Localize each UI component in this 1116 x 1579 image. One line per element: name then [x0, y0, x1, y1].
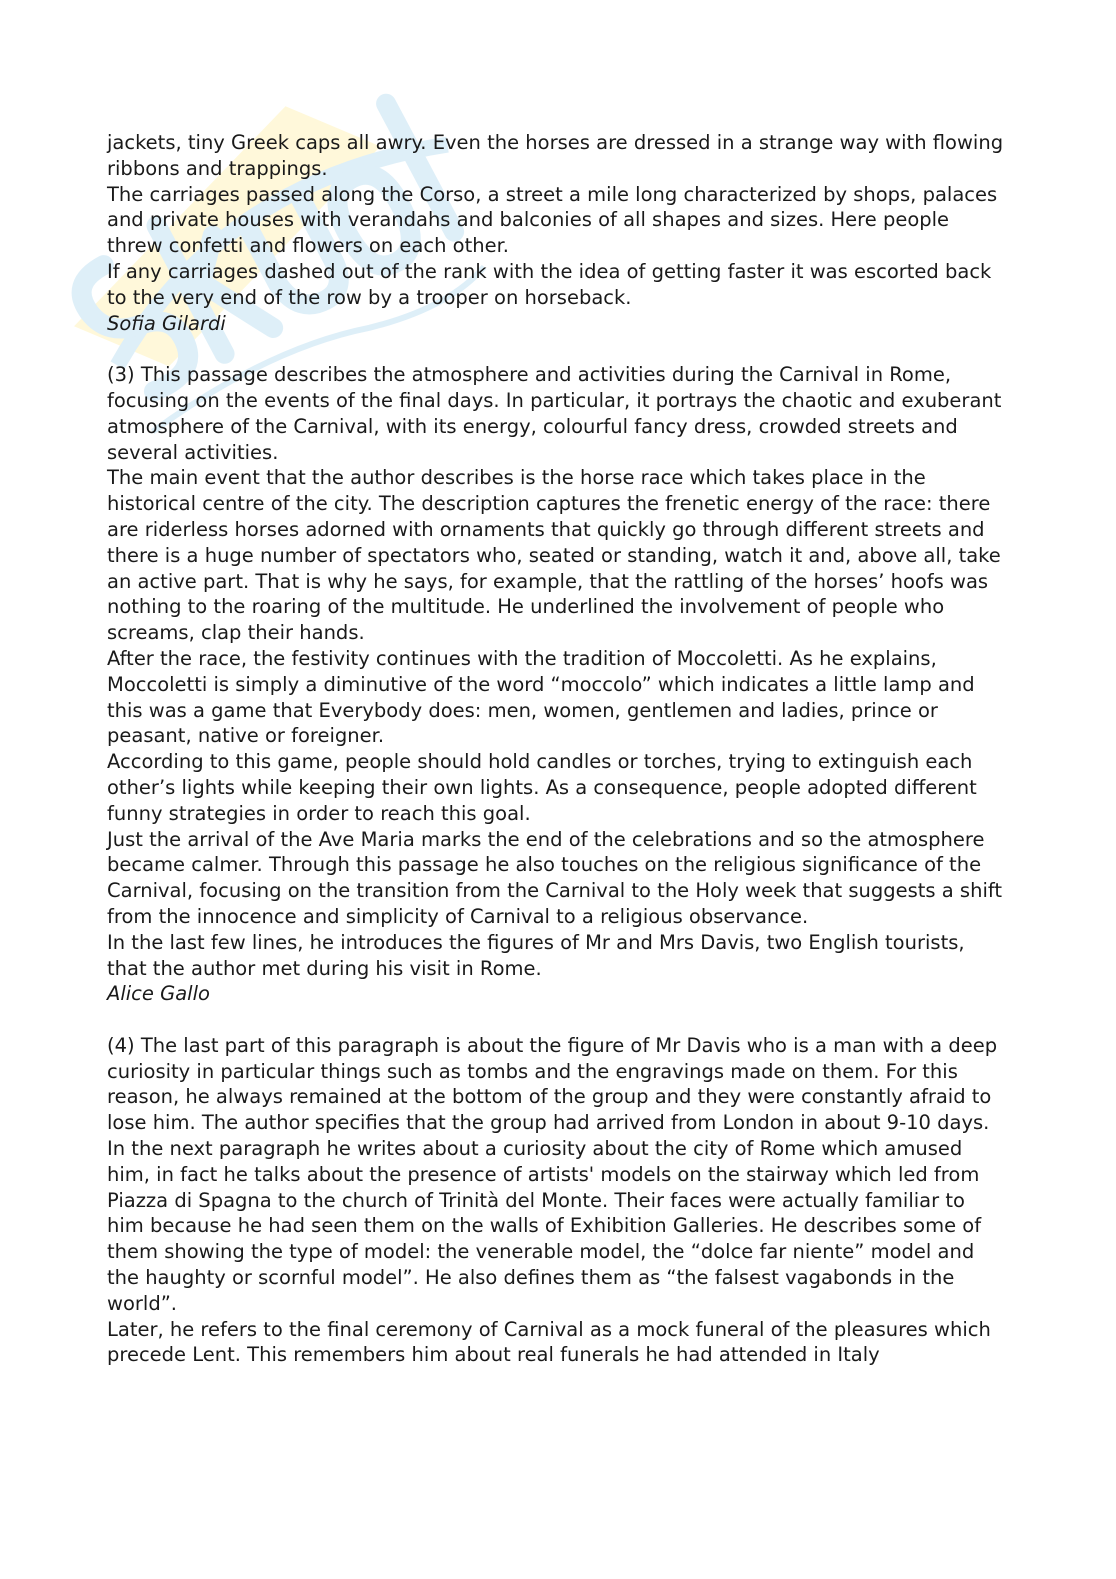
- paragraph: (4) The last part of this paragraph is about the figure of Mr Davis who is a man with a deep curiosity in particular things such as tombs and the engravings made on them. For this reason, he always remained at the bottom of the group and they were constantly afraid to lose him. The author specifies that the group had arrived from London in about 9-10 days.: [107, 1033, 998, 1135]
- paragraph: In the next paragraph he writes about a curiosity about the city of Rome which amused him, in fact he talks about the presence of artists' models on the stairway which led from Piazza di Spagna to the church of Trinità del Monte. Their faces were actually familiar to him because he had seen them on the walls of Exhibition Galleries. He describes some of them showing the type of model: the venerable model, the “dolce far niente” model and the haughty or scornful model”. He also defines them as “the falsest vagabonds in the world”.: [107, 1137, 982, 1315]
- paragraph: (3) This passage describes the atmosphere and activities during the Carnival in Rome, focusing on the events of the final days. In particular, it portrays the chaotic and exuberant atmosphere of the Carnival, with its energy, colourful fancy dress, crowded streets and several activities.: [107, 363, 1002, 464]
- paragraph: After the race, the festivity continues with the tradition of Moccoletti. As he explains, Moccoletti is simply a diminutive of the word “moccolo” which indicates a little lamp and this was a game that Everybody does: men, women, gentlemen and ladies, prince or peasant, native or foreigner.: [107, 646, 975, 748]
- paragraph: The carriages passed along the Corso, a street a mile long characterized by shops, palaces and private houses with verandahs and balconies of all shapes and sizes. Here people threw confetti and flowers on each other.: [107, 182, 998, 258]
- paragraph: Later, he refers to the final ceremony of Carnival as a mock funeral of the pleasures which precede Lent. This remembers him about real funerals he had attended in Italy: [107, 1317, 991, 1367]
- author-signature: Sofia Gilardi: [107, 311, 226, 335]
- blank-line: [107, 1007, 1007, 1033]
- paragraph: The main event that the author describes is the horse race which takes place in the historical centre of the city. The description captures the frenetic energy of the race: there are riderless horses adorned with ornaments that quickly go through different streets and there is a huge number of spectators who, seated or standing, watch it and, above all, take an active part. That is why he says, for example, that the rattling of the horses’ hoofs was nothing to the roaring of the multitude. He underlined the involvement of people who screams, clap their hands.: [107, 466, 1001, 645]
- paragraph: In the last few lines, he introduces the figures of Mr and Mrs Davis, two English tourists, that the author met during his visit in Rome.: [107, 930, 965, 980]
- paragraph: According to this game, people should hold candles or torches, trying to extinguish each other’s lights while keeping their own lights. As a consequence, people adopted different funny strategies in order to reach this goal.: [107, 750, 977, 825]
- document-body: [107, 130, 1007, 1368]
- paragraph: Just the arrival of the Ave Maria marks the end of the celebrations and so the atmosphere became calmer. Through this passage he also touches on the religious significance of the Carnival, focusing on the transition from the Carnival to the Holy week that suggests a shift from the innocence and simplicity of Carnival to a religious observance.: [107, 827, 1003, 928]
- author-signature: Alice Gallo: [107, 982, 210, 1006]
- blank-line: [107, 336, 1007, 362]
- paragraph: If any carriages dashed out of the rank with the idea of getting faster it was escorted back to the very end of the row by a trooper on horseback.: [107, 259, 992, 309]
- paragraph: jackets, tiny Greek caps all awry. Even the horses are dressed in a strange way with flowing ribbons and trappings.: [107, 131, 1004, 180]
